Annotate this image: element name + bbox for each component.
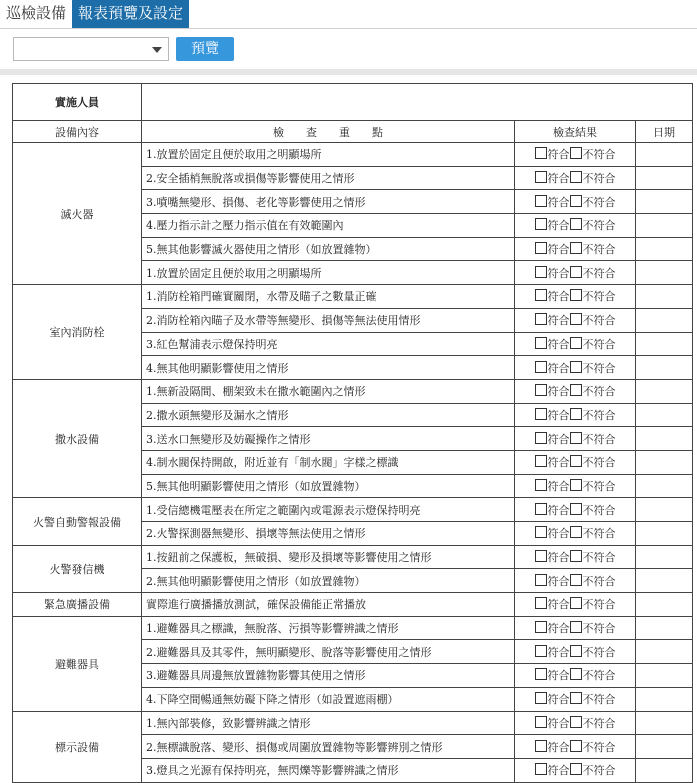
fail-label: 不符合	[582, 172, 616, 186]
fail-label: 不符合	[582, 693, 616, 707]
result-cell	[515, 190, 636, 214]
fail-label: 不符合	[582, 764, 616, 778]
date-cell	[636, 640, 693, 664]
date-cell	[636, 356, 693, 380]
pass-label: 符合	[547, 408, 570, 422]
fail-checkbox[interactable]	[570, 503, 582, 515]
fail-checkbox[interactable]	[570, 266, 582, 278]
checkpoint-text: 4.壓力指示計之壓力指示值在有效範圍內	[142, 214, 515, 238]
pass-checkbox[interactable]	[535, 668, 547, 680]
checkpoint-text: 5.無其他影響滅火器使用之情形（如放置雜物）	[142, 237, 515, 261]
pass-checkbox[interactable]	[535, 763, 547, 775]
pass-checkbox[interactable]	[535, 574, 547, 586]
date-cell	[636, 687, 693, 711]
result-cell	[515, 522, 636, 546]
pass-checkbox[interactable]	[535, 503, 547, 515]
date-cell	[636, 285, 693, 309]
fail-label: 不符合	[582, 456, 616, 470]
pass-checkbox[interactable]	[535, 526, 547, 538]
header-result: 檢查結果	[515, 121, 636, 143]
pass-label: 符合	[547, 290, 570, 304]
fail-label: 不符合	[582, 385, 616, 399]
checkpoint-text: 3.紅色幫浦表示燈保持明亮	[142, 332, 515, 356]
inspection-report-table	[12, 83, 693, 783]
fail-checkbox[interactable]	[570, 384, 582, 396]
tab-inspection-equipment[interactable]: 巡檢設備	[0, 0, 72, 28]
pass-checkbox[interactable]	[535, 550, 547, 562]
pass-label: 符合	[547, 385, 570, 399]
pass-label: 符合	[547, 716, 570, 730]
checkpoint-text: 1.受信總機電壓表在所定之範圍內或電源表示燈保持明亮	[142, 498, 515, 522]
pass-label: 符合	[547, 456, 570, 470]
fail-label: 不符合	[582, 314, 616, 328]
checkpoint-text: 4.無其他明顯影響使用之情形	[142, 356, 515, 380]
result-cell	[515, 356, 636, 380]
pass-label: 符合	[547, 527, 570, 541]
pass-checkbox[interactable]	[535, 361, 547, 373]
date-cell	[636, 616, 693, 640]
toolbar	[0, 29, 697, 69]
date-cell	[636, 427, 693, 451]
pass-label: 符合	[547, 337, 570, 351]
checkpoint-text: 1.放置於固定且便於取用之明顯場所	[142, 143, 515, 167]
date-cell	[636, 450, 693, 474]
result-cell	[515, 166, 636, 190]
result-cell	[515, 214, 636, 238]
pass-label: 符合	[547, 503, 570, 517]
date-cell	[636, 332, 693, 356]
fail-label: 不符合	[582, 598, 616, 612]
date-cell	[636, 214, 693, 238]
pass-label: 符合	[547, 740, 570, 754]
fail-label: 不符合	[582, 622, 616, 636]
fail-checkbox[interactable]	[570, 692, 582, 704]
table-row	[13, 498, 693, 522]
pass-label: 符合	[547, 219, 570, 233]
pass-label: 符合	[547, 361, 570, 375]
table-row	[13, 143, 693, 167]
date-cell	[636, 545, 693, 569]
pass-checkbox[interactable]	[535, 621, 547, 633]
fail-label: 不符合	[582, 527, 616, 541]
equipment-category: 標示設備	[13, 711, 142, 782]
result-cell	[515, 687, 636, 711]
pass-checkbox[interactable]	[535, 716, 547, 728]
fail-label: 不符合	[582, 574, 616, 588]
equipment-category: 避難器具	[13, 616, 142, 711]
pass-checkbox[interactable]	[535, 289, 547, 301]
date-cell	[636, 261, 693, 285]
fail-checkbox[interactable]	[570, 716, 582, 728]
date-cell	[636, 474, 693, 498]
date-cell	[636, 593, 693, 617]
tab-report-preview-settings[interactable]: 報表預覽及設定	[72, 0, 189, 28]
staff-label: 實施人員	[13, 84, 142, 121]
pass-label: 符合	[547, 432, 570, 446]
result-cell	[515, 379, 636, 403]
fail-checkbox[interactable]	[570, 147, 582, 159]
result-cell	[515, 735, 636, 759]
checkpoint-text: 2.無其他明顯影響使用之情形（如放置雜物）	[142, 569, 515, 593]
fail-checkbox[interactable]	[570, 289, 582, 301]
result-cell	[515, 640, 636, 664]
preview-button[interactable]: 預覽	[176, 37, 234, 61]
result-cell	[515, 450, 636, 474]
table-row	[13, 285, 693, 309]
fail-checkbox[interactable]	[570, 242, 582, 254]
date-cell	[636, 522, 693, 546]
equipment-category: 緊急廣播設備	[13, 593, 142, 617]
checkpoint-text: 4.下降空間暢通無妨礙下降之情形（如設置遮雨棚）	[142, 687, 515, 711]
fail-label: 不符合	[582, 148, 616, 162]
result-cell	[515, 664, 636, 688]
fail-checkbox[interactable]	[570, 171, 582, 183]
result-cell	[515, 237, 636, 261]
pass-label: 符合	[547, 314, 570, 328]
pass-checkbox[interactable]	[535, 408, 547, 420]
header-date: 日期	[636, 121, 693, 143]
pass-label: 符合	[547, 551, 570, 565]
pass-checkbox[interactable]	[535, 218, 547, 230]
date-cell	[636, 664, 693, 688]
result-cell	[515, 711, 636, 735]
pass-label: 符合	[547, 574, 570, 588]
fail-label: 不符合	[582, 243, 616, 257]
fail-label: 不符合	[582, 266, 616, 280]
fail-label: 不符合	[582, 361, 616, 375]
date-cell	[636, 758, 693, 782]
pass-checkbox[interactable]	[535, 313, 547, 325]
staff-value	[142, 84, 693, 121]
staff-row	[13, 84, 693, 121]
checkpoint-text: 2.撒水頭無變形及漏水之情形	[142, 403, 515, 427]
result-cell	[515, 143, 636, 167]
result-cell	[515, 332, 636, 356]
checkpoint-text: 1.避難器具之標識，無脫落、污損等影響辨識之情形	[142, 616, 515, 640]
equipment-category: 撒水設備	[13, 379, 142, 497]
pass-checkbox[interactable]	[535, 147, 547, 159]
table-row	[13, 545, 693, 569]
pass-label: 符合	[547, 598, 570, 612]
fail-checkbox[interactable]	[570, 645, 582, 657]
fail-checkbox[interactable]	[570, 668, 582, 680]
fail-checkbox[interactable]	[570, 408, 582, 420]
header-row	[13, 121, 693, 143]
checkpoint-text: 3.噴嘴無變形、損傷、老化等影響使用之情形	[142, 190, 515, 214]
pass-checkbox[interactable]	[535, 195, 547, 207]
pass-label: 符合	[547, 479, 570, 493]
fail-checkbox[interactable]	[570, 740, 582, 752]
pass-label: 符合	[547, 622, 570, 636]
fail-label: 不符合	[582, 645, 616, 659]
result-cell	[515, 403, 636, 427]
date-cell	[636, 166, 693, 190]
checkpoint-text: 2.火警探測器無變形、損壞等無法使用之情形	[142, 522, 515, 546]
pass-checkbox[interactable]	[535, 171, 547, 183]
pass-checkbox[interactable]	[535, 384, 547, 396]
equipment-category: 滅火器	[13, 143, 142, 285]
header-equipment: 設備內容	[13, 121, 142, 143]
pass-label: 符合	[547, 172, 570, 186]
date-cell	[636, 308, 693, 332]
fail-label: 不符合	[582, 337, 616, 351]
tab-bar	[0, 0, 697, 29]
date-cell	[636, 190, 693, 214]
report-container	[0, 75, 697, 783]
checkpoint-text: 實際進行廣播播放測試，確保設備能正常播放	[142, 593, 515, 617]
checkpoint-text: 1.按鈕前之保護板，無破損、變形及損壞等影響使用之情形	[142, 545, 515, 569]
fail-label: 不符合	[582, 408, 616, 422]
report-select[interactable]	[13, 37, 169, 61]
pass-checkbox[interactable]	[535, 432, 547, 444]
fail-label: 不符合	[582, 219, 616, 233]
fail-checkbox[interactable]	[570, 361, 582, 373]
result-cell	[515, 569, 636, 593]
pass-label: 符合	[547, 243, 570, 257]
header-checkpoints: 檢 查 重 點	[142, 121, 515, 143]
checkpoint-text: 2.消防栓箱內瞄子及水帶等無變形、損傷等無法使用情形	[142, 308, 515, 332]
fail-label: 不符合	[582, 503, 616, 517]
fail-checkbox[interactable]	[570, 526, 582, 538]
result-cell	[515, 285, 636, 309]
fail-label: 不符合	[582, 432, 616, 446]
fail-label: 不符合	[582, 479, 616, 493]
result-cell	[515, 616, 636, 640]
pass-label: 符合	[547, 266, 570, 280]
table-row	[13, 711, 693, 735]
pass-checkbox[interactable]	[535, 455, 547, 467]
pass-label: 符合	[547, 645, 570, 659]
pass-checkbox[interactable]	[535, 242, 547, 254]
checkpoint-text: 3.燈具之光源有保持明亮，無閃爍等影響辨識之情形	[142, 758, 515, 782]
pass-checkbox[interactable]	[535, 479, 547, 491]
checkpoint-text: 4.制水閥保持開啟，附近並有「制水閥」字樣之標識	[142, 450, 515, 474]
checkpoint-text: 1.無新設隔間、棚架致未在撒水範圍內之情形	[142, 379, 515, 403]
fail-checkbox[interactable]	[570, 337, 582, 349]
chevron-down-icon	[152, 47, 162, 53]
fail-checkbox[interactable]	[570, 763, 582, 775]
pass-checkbox[interactable]	[535, 645, 547, 657]
table-row	[13, 616, 693, 640]
table-row	[13, 593, 693, 617]
result-cell	[515, 308, 636, 332]
fail-label: 不符合	[582, 290, 616, 304]
fail-label: 不符合	[582, 716, 616, 730]
pass-label: 符合	[547, 195, 570, 209]
date-cell	[636, 143, 693, 167]
checkpoint-text: 2.安全插梢無脫落或損傷等影響使用之情形	[142, 166, 515, 190]
date-cell	[636, 711, 693, 735]
fail-label: 不符合	[582, 551, 616, 565]
date-cell	[636, 498, 693, 522]
result-cell	[515, 758, 636, 782]
checkpoint-text: 2.無標識脫落、變形、損傷或周圍放置雜物等影響辨別之情形	[142, 735, 515, 759]
pass-label: 符合	[547, 669, 570, 683]
pass-label: 符合	[547, 693, 570, 707]
pass-label: 符合	[547, 764, 570, 778]
fail-checkbox[interactable]	[570, 479, 582, 491]
pass-checkbox[interactable]	[535, 337, 547, 349]
result-cell	[515, 261, 636, 285]
pass-checkbox[interactable]	[535, 740, 547, 752]
equipment-category: 室內消防栓	[13, 285, 142, 380]
fail-label: 不符合	[582, 669, 616, 683]
pass-checkbox[interactable]	[535, 266, 547, 278]
equipment-category: 火警發信機	[13, 545, 142, 592]
checkpoint-text: 2.避難器具及其零件，無明顯變形、脫落等影響使用之情形	[142, 640, 515, 664]
fail-checkbox[interactable]	[570, 195, 582, 207]
result-cell	[515, 474, 636, 498]
pass-checkbox[interactable]	[535, 692, 547, 704]
fail-checkbox[interactable]	[570, 455, 582, 467]
checkpoint-text: 5.無其他明顯影響使用之情形（如放置雜物）	[142, 474, 515, 498]
fail-checkbox[interactable]	[570, 218, 582, 230]
fail-checkbox[interactable]	[570, 574, 582, 586]
checkpoint-text: 3.送水口無變形及妨礙操作之情形	[142, 427, 515, 451]
fail-checkbox[interactable]	[570, 597, 582, 609]
result-cell	[515, 498, 636, 522]
checkpoint-text: 1.放置於固定且便於取用之明顯場所	[142, 261, 515, 285]
result-cell	[515, 593, 636, 617]
fail-checkbox[interactable]	[570, 550, 582, 562]
checkpoint-text: 3.避難器具周邊無放置雜物影響其使用之情形	[142, 664, 515, 688]
checkpoint-text: 1.無內部裝修，致影響辨識之情形	[142, 711, 515, 735]
table-row	[13, 379, 693, 403]
pass-checkbox[interactable]	[535, 597, 547, 609]
fail-checkbox[interactable]	[570, 621, 582, 633]
date-cell	[636, 569, 693, 593]
checkpoint-text: 1.消防栓箱門確實關閉，水帶及瞄子之數量正確	[142, 285, 515, 309]
result-cell	[515, 545, 636, 569]
date-cell	[636, 379, 693, 403]
fail-label: 不符合	[582, 740, 616, 754]
fail-checkbox[interactable]	[570, 432, 582, 444]
pass-label: 符合	[547, 148, 570, 162]
date-cell	[636, 735, 693, 759]
fail-label: 不符合	[582, 195, 616, 209]
result-cell	[515, 427, 636, 451]
date-cell	[636, 237, 693, 261]
equipment-category: 火警自動警報設備	[13, 498, 142, 545]
date-cell	[636, 403, 693, 427]
fail-checkbox[interactable]	[570, 313, 582, 325]
